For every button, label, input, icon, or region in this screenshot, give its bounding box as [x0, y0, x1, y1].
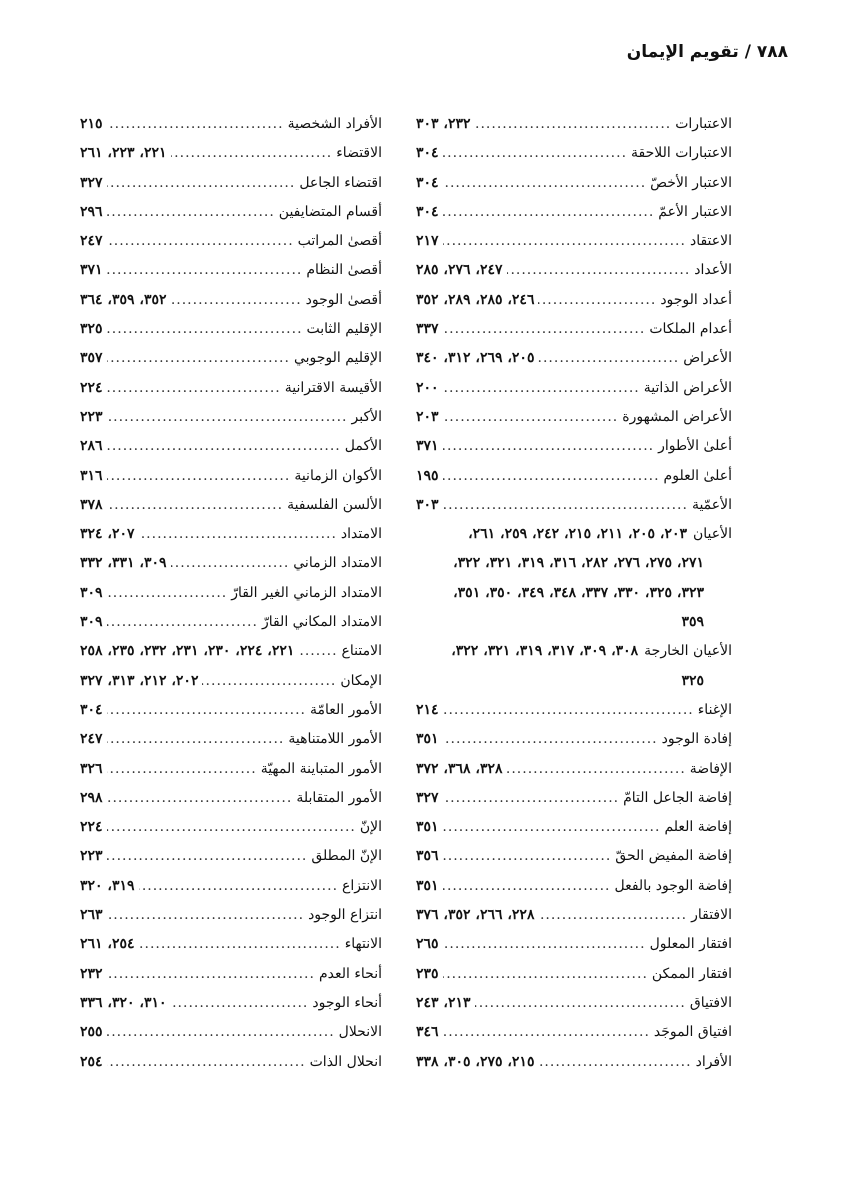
index-term: الأعراض المشهورة — [622, 408, 732, 425]
dot-leader — [443, 139, 627, 168]
index-column-left — [80, 110, 382, 1077]
index-entry — [80, 462, 382, 491]
index-pages: ٢٢٨، ٢٦٦، ٣٥٢، ٣٧٦ — [416, 907, 535, 924]
index-term: افتقار الممكن — [651, 965, 732, 982]
index-pages: ٣٢٥ — [80, 321, 103, 338]
dot-leader — [107, 1018, 335, 1047]
index-term: الاعتبارات — [675, 116, 732, 132]
index-pages: ٣٧١ — [416, 438, 439, 455]
index-term: إفاضة الجاعل التامّ — [623, 789, 732, 806]
index-entry — [416, 286, 732, 315]
index-term: أعدام الملكات — [649, 321, 732, 338]
index-term: الأكمل — [344, 438, 382, 455]
index-entry — [416, 169, 732, 198]
index-pages: ٢٣٢ — [80, 965, 103, 982]
index-term: الافتياق — [689, 994, 732, 1011]
index-term: الأمور المتباينة المهيّة — [260, 760, 382, 777]
dot-leader — [107, 755, 257, 784]
page-title: ٧٨٨ / تقويم الإيمان — [626, 42, 788, 62]
index-entry — [416, 784, 732, 813]
index-pages: ٣٣٧ — [416, 321, 439, 338]
index-pages: ٣٠٩ — [80, 584, 103, 601]
index-entry — [416, 930, 732, 959]
dot-leader — [139, 930, 341, 959]
index-pages: ٢٥٥ — [80, 1024, 103, 1041]
index-term: أنحاء الوجود — [312, 994, 382, 1011]
index-pages: ٢٩٦ — [80, 203, 103, 220]
index-term: الأكبر — [351, 408, 382, 425]
index-term: اقتضاء الجاعل — [299, 174, 382, 191]
index-entry — [416, 520, 732, 549]
dot-leader — [443, 491, 688, 520]
index-term: أعداد الوجود — [660, 291, 732, 308]
index-pages: ٢١٥، ٢٧٥، ٣٠٥، ٣٣٨ — [416, 1053, 535, 1070]
index-term: الاعتبار الأعمّ — [658, 203, 732, 220]
index-entry — [80, 169, 382, 198]
index-entry — [80, 960, 382, 989]
index-entry — [80, 344, 382, 373]
dot-leader — [107, 784, 293, 813]
index-term: إفاضة العلم — [664, 819, 732, 836]
dot-leader — [171, 286, 302, 315]
index-pages: ٣٠٨، ٣٠٩، ٣١٧، ٣١٩، ٣٢١، ٣٢٢، — [451, 643, 639, 660]
index-pages-continued: ٣٥٩ — [681, 614, 704, 631]
index-pages: ٢٢٣ — [80, 408, 103, 425]
index-term: الانتزاع — [342, 877, 382, 894]
dot-leader — [443, 227, 686, 256]
index-entry — [416, 432, 732, 461]
index-entry — [416, 1018, 732, 1047]
index-term: الأمور المتقابلة — [296, 789, 382, 806]
dot-leader — [107, 110, 284, 139]
index-pages: ٢٨٦ — [80, 438, 103, 455]
dot-leader — [538, 901, 687, 930]
index-term: انحلال الذات — [309, 1053, 382, 1070]
dot-leader — [443, 842, 612, 871]
index-pages: ٣٧١ — [80, 262, 103, 279]
index-entry — [416, 813, 732, 842]
index-term: أعلىٰ العلوم — [663, 467, 732, 484]
index-term: الأعراض الذاتية — [643, 379, 732, 396]
dot-leader — [443, 462, 660, 491]
index-pages: ٢٢٤ — [80, 819, 103, 836]
index-pages: ٢٣٢، ٣٠٣ — [416, 116, 471, 132]
dot-leader — [107, 960, 315, 989]
index-pages: ٢٦٥ — [416, 936, 439, 953]
index-pages: ٣٠٤ — [80, 701, 103, 718]
index-term: الأعيان الخارجة — [644, 643, 732, 660]
dot-leader — [107, 696, 306, 725]
index-pages: ٣٢٦ — [80, 760, 103, 777]
index-term: الإنّ — [359, 819, 382, 836]
index-pages: ٣١٦ — [80, 467, 103, 484]
dot-leader — [443, 784, 620, 813]
index-entry — [416, 755, 732, 784]
index-pages: ٣٥٢، ٣٥٩، ٣٦٤ — [80, 291, 167, 308]
dot-leader — [202, 667, 336, 696]
index-term: إفادة الوجود — [661, 731, 732, 748]
index-term: الانحلال — [338, 1024, 382, 1041]
dot-leader — [443, 403, 619, 432]
index-term: الإقليم الثابت — [306, 321, 382, 338]
dot-leader — [171, 139, 333, 168]
index-term: أقسام المتضايفين — [278, 203, 382, 220]
index-entry — [416, 198, 732, 227]
index-entry — [80, 315, 382, 344]
index-entry — [416, 491, 732, 520]
index-pages: ٢٠٠ — [416, 379, 439, 396]
index-entry — [80, 432, 382, 461]
dot-leader — [538, 344, 679, 373]
index-entry — [416, 403, 732, 432]
index-entry — [80, 579, 382, 608]
index-pages: ٢٩٨ — [80, 789, 103, 806]
dot-leader — [443, 930, 646, 959]
index-pages: ١٩٥ — [416, 467, 439, 484]
index-term: الأعداد — [694, 262, 732, 279]
index-pages: ٢١٣، ٢٤٣ — [416, 994, 471, 1011]
index-entry — [416, 725, 732, 754]
index-entry — [80, 989, 382, 1018]
index-pages: ٢٢٤ — [80, 379, 103, 396]
dot-leader — [443, 315, 646, 344]
index-term: إفاضة الوجود بالفعل — [614, 877, 732, 894]
index-term: الامتداد المكاني القارّ — [261, 614, 382, 631]
index-entry — [80, 110, 382, 139]
index-entry — [416, 637, 732, 666]
dot-leader — [107, 1048, 306, 1077]
index-entry — [80, 637, 382, 666]
dot-leader — [507, 755, 686, 784]
index-term: الأمور العامّة — [310, 701, 382, 718]
index-term: افتياق الموجَد — [653, 1024, 732, 1041]
index-term: الامتداد الزماني — [293, 555, 382, 572]
index-pages: ٣٥٦ — [416, 848, 439, 865]
index-pages: ٣١٠، ٣٢٠، ٣٣٦ — [80, 994, 167, 1011]
index-term: الاقتضاء — [336, 145, 382, 162]
index-pages: ٣٥١ — [416, 731, 439, 748]
index-pages-continued: ٣٢٣، ٣٢٥، ٣٣٠، ٣٣٧، ٣٤٨، ٣٤٩، ٣٥٠، ٣٥١، — [453, 584, 704, 601]
index-pages: ٣٠٩، ٣٣١، ٣٣٢ — [80, 555, 167, 572]
dot-leader — [475, 989, 686, 1018]
index-pages: ٢٥٤، ٢٦١ — [80, 936, 135, 953]
index-pages-continued: ٢٧١، ٢٧٥، ٢٧٦، ٢٨٢، ٣١٦، ٣١٩، ٣٢١، ٣٢٢، — [453, 555, 704, 572]
index-pages: ٣٢٧ — [416, 789, 439, 806]
index-pages: ٢٠٣ — [416, 408, 439, 425]
index-term: الأقيسة الاقترانية — [284, 379, 382, 396]
index-entry — [416, 901, 732, 930]
dot-leader — [107, 842, 308, 871]
index-term: الأعمّية — [691, 496, 732, 513]
index-pages: ٢١٧ — [416, 233, 439, 250]
index-term: افتقار المعلول — [649, 936, 732, 953]
dot-leader — [171, 989, 309, 1018]
index-term: الامتناع — [341, 643, 382, 660]
index-entry — [416, 110, 732, 139]
index-term: الامتداد الزماني الغير القارّ — [231, 584, 382, 601]
index-pages: ٣٠٤ — [416, 174, 439, 191]
index-entry — [416, 960, 732, 989]
index-pages: ٣٥٧ — [80, 350, 103, 367]
dot-leader — [107, 901, 305, 930]
index-entry — [80, 139, 382, 168]
index-term: الإقليم الوجوبي — [293, 350, 382, 367]
index-entry — [80, 403, 382, 432]
index-entry — [80, 491, 382, 520]
index-entry — [80, 227, 382, 256]
dot-leader — [171, 549, 290, 578]
index-term: أقصىٰ المراتب — [297, 233, 382, 250]
index-pages: ٢٤٧، ٢٧٦، ٢٨٥ — [416, 262, 503, 279]
index-term: أقصىٰ النظام — [306, 262, 382, 279]
index-term: الأفراد — [695, 1053, 732, 1070]
index-entry — [416, 374, 732, 403]
dot-leader — [107, 813, 356, 842]
index-term: الأكوان الزمانية — [294, 467, 382, 484]
index-entry — [80, 1048, 382, 1077]
index-entry — [80, 198, 382, 227]
index-term: الإمكان — [340, 672, 382, 689]
dot-leader — [443, 872, 611, 901]
index-term: الامتداد — [340, 526, 382, 543]
index-pages: ٢٦٣ — [80, 907, 103, 924]
index-entry — [80, 901, 382, 930]
index-term: أعلىٰ الأطوار — [658, 438, 732, 455]
index-column-right — [416, 110, 732, 1077]
dot-leader — [107, 374, 281, 403]
dot-leader — [107, 608, 258, 637]
index-term: الإفاضة — [689, 760, 732, 777]
dot-leader — [107, 432, 341, 461]
index-pages: ٣٥١ — [416, 877, 439, 894]
dot-leader — [107, 579, 228, 608]
index-entry — [80, 520, 382, 549]
index-term: أنحاء العدم — [318, 965, 382, 982]
index-entry — [80, 667, 382, 696]
index-entry — [80, 549, 382, 578]
index-pages: ٢٤٦، ٢٨٥، ٢٨٩، ٣٥٢ — [416, 291, 535, 308]
dot-leader — [139, 872, 339, 901]
index-entry — [80, 813, 382, 842]
index-term: أقصىٰ الوجود — [305, 291, 382, 308]
index-pages: ٣٥١ — [416, 819, 439, 836]
index-entry — [416, 696, 732, 725]
index-entry — [80, 256, 382, 285]
index-pages: ٢٣٥ — [416, 965, 439, 982]
index-pages: ٢٠٧، ٣٢٤ — [80, 526, 135, 543]
index-pages: ٢٤٧ — [80, 731, 103, 748]
dot-leader — [107, 198, 275, 227]
index-entry — [416, 1048, 732, 1077]
index-pages-continued: ٣٢٥ — [681, 672, 704, 689]
index-entry — [80, 696, 382, 725]
index-pages: ٢٠٣، ٢٠٥، ٢١١، ٢١٥، ٢٤٢، ٢٥٩، ٢٦١، — [468, 526, 687, 543]
index-term: الأفراد الشخصية — [287, 116, 382, 132]
index-term: الاعتبار الأخصّ — [650, 174, 732, 191]
index-entry — [80, 872, 382, 901]
index-pages: ٣٠٤ — [416, 145, 439, 162]
index-entry — [416, 139, 732, 168]
index-pages: ٣٠٣ — [416, 496, 439, 513]
index-term: الاعتقاد — [689, 233, 732, 250]
index-pages: ٢٢١، ٢٢٣، ٢٦١ — [80, 145, 167, 162]
index-entry — [416, 227, 732, 256]
index-entry — [80, 755, 382, 784]
dot-leader — [107, 315, 303, 344]
index-pages: ٣٤٦ — [416, 1024, 439, 1041]
index-term: الأعيان — [693, 526, 732, 543]
index-pages: ٣٠٩ — [80, 614, 103, 631]
index-pages: ٣٢٧ — [80, 174, 103, 191]
index-entry — [416, 315, 732, 344]
index-term: الإنّ المطلق — [311, 848, 382, 865]
index-term: الأمور اللامتناهية — [288, 731, 382, 748]
index-pages: ٣٠٤ — [416, 203, 439, 220]
dot-leader — [107, 227, 294, 256]
index-pages: ٣٢٨، ٣٦٨، ٣٧٢ — [416, 760, 503, 777]
index-entry — [416, 842, 732, 871]
index-entry — [80, 842, 382, 871]
dot-leader — [443, 374, 640, 403]
index-entry — [416, 462, 732, 491]
index-term: الأعراض — [683, 350, 732, 367]
index-entry — [416, 344, 732, 373]
index-pages: ٢٠٢، ٢١٢، ٣١٣، ٣٢٧ — [80, 672, 199, 689]
dot-leader — [443, 725, 658, 754]
index-pages: ٢٠٥، ٢٦٩، ٣١٢، ٣٤٠ — [416, 350, 535, 367]
index-term: الإغناء — [697, 701, 732, 718]
dot-leader — [443, 813, 661, 842]
index-term: الانتهاء — [344, 936, 382, 953]
dot-leader — [443, 432, 655, 461]
index-term: الاعتبارات اللاحقة — [631, 145, 732, 162]
dot-leader — [107, 403, 348, 432]
index-entry — [416, 872, 732, 901]
index-entry — [416, 989, 732, 1018]
index-pages: ٢٢١، ٢٢٤، ٢٣٠، ٢٣١، ٢٣٢، ٢٣٥، ٢٥٨ — [80, 643, 295, 660]
dot-leader — [107, 169, 296, 198]
index-pages: ٢١٥ — [80, 116, 103, 132]
dot-leader — [139, 520, 337, 549]
index-entry — [80, 1018, 382, 1047]
dot-leader — [107, 256, 303, 285]
dot-leader — [538, 286, 656, 315]
dot-leader — [107, 344, 290, 373]
dot-leader — [107, 725, 285, 754]
dot-leader — [107, 491, 284, 520]
dot-leader — [443, 169, 647, 198]
index-entry — [80, 725, 382, 754]
dot-leader — [507, 256, 691, 285]
index-pages: ٣١٩، ٣٢٠ — [80, 877, 135, 894]
dot-leader — [475, 110, 672, 139]
index-pages: ٢١٤ — [416, 701, 439, 718]
index-pages: ٢٥٤ — [80, 1053, 103, 1070]
index-pages: ٢٤٧ — [80, 233, 103, 250]
index-entry — [80, 374, 382, 403]
index-entry — [416, 256, 732, 285]
index-term: الافتقار — [691, 907, 732, 924]
index-entry — [80, 286, 382, 315]
index-term: الألسن الفلسفية — [287, 496, 382, 513]
dot-leader — [298, 637, 337, 666]
index-entry — [80, 608, 382, 637]
index-pages: ٢٢٣ — [80, 848, 103, 865]
dot-leader — [443, 696, 694, 725]
dot-leader — [443, 960, 648, 989]
index-entry — [80, 930, 382, 959]
index-term: إفاضة المفيض الحقّ — [615, 848, 732, 865]
index-term: انتزاع الوجود — [308, 907, 382, 924]
index-entry — [80, 784, 382, 813]
dot-leader — [538, 1048, 691, 1077]
dot-leader — [443, 1018, 650, 1047]
dot-leader — [443, 198, 655, 227]
index-pages: ٣٧٨ — [80, 496, 103, 513]
dot-leader — [107, 462, 291, 491]
